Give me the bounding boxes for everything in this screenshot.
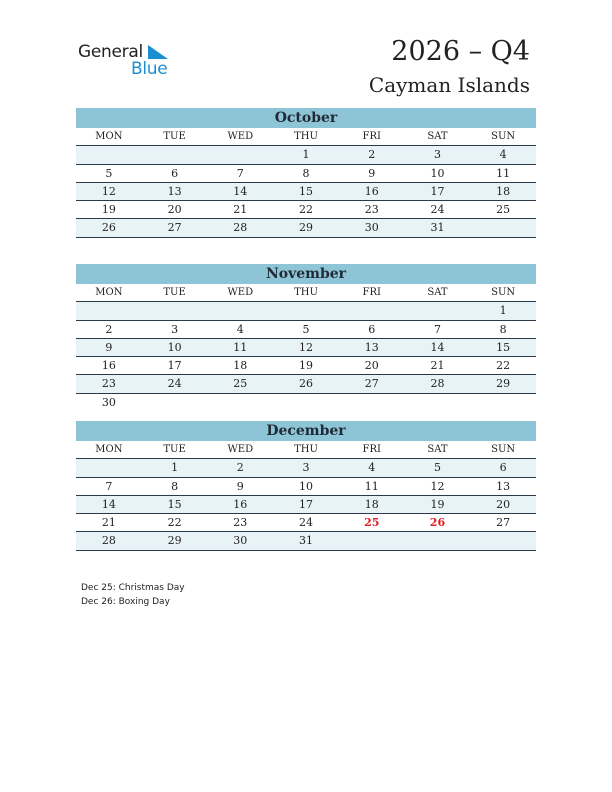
day-cell: 13 [496, 479, 511, 493]
day-cell: 20 [496, 497, 511, 511]
month-name: November [76, 264, 536, 284]
weekday-label: SUN [491, 444, 516, 455]
day-cell: 28 [233, 221, 248, 235]
week-row [76, 302, 536, 320]
week-row [76, 321, 536, 339]
day-cell: 14 [101, 497, 116, 511]
day-cell: 19 [299, 359, 314, 373]
day-cell: 7 [433, 322, 441, 336]
day-cell: 15 [496, 340, 511, 354]
day-cell: 21 [430, 359, 445, 373]
day-cell [207, 302, 273, 319]
day-cell: 9 [105, 340, 113, 354]
week-row [76, 219, 536, 237]
weekday-label: TUE [163, 444, 186, 455]
day-cell: 17 [299, 497, 314, 511]
day-cell: 2 [368, 148, 376, 162]
day-cell: 12 [299, 340, 314, 354]
day-cell: 3 [433, 148, 441, 162]
day-cell: 7 [105, 479, 113, 493]
weekday-label: SAT [427, 444, 448, 455]
day-cell: 8 [302, 166, 310, 180]
month-calendar-november [76, 264, 536, 411]
weekday-header-row [76, 128, 536, 146]
day-cell: 28 [430, 377, 445, 391]
day-cell: 11 [364, 479, 379, 493]
day-cell: 16 [233, 497, 248, 511]
weekday-label: MON [95, 444, 123, 455]
page-title: 2026 – Q4 [391, 36, 530, 67]
day-cell: 19 [101, 203, 116, 217]
day-cell: 8 [171, 479, 179, 493]
day-cell: 23 [364, 203, 379, 217]
day-cell [339, 532, 405, 549]
day-cell: 3 [171, 322, 179, 336]
day-cell [339, 394, 405, 411]
day-cell: 8 [499, 322, 507, 336]
week-row [76, 201, 536, 219]
day-cell: 4 [499, 148, 507, 162]
day-cell: 13 [364, 340, 379, 354]
weekday-header-row [76, 284, 536, 302]
day-cell: 15 [299, 184, 314, 198]
day-cell: 20 [364, 359, 379, 373]
day-cell: 5 [105, 166, 113, 180]
day-cell [207, 146, 273, 163]
weekday-label: FRI [362, 287, 381, 298]
day-cell: 30 [101, 395, 116, 409]
day-cell: 26 [299, 377, 314, 391]
day-cell [273, 302, 339, 319]
day-cell: 28 [101, 534, 116, 548]
week-row [76, 339, 536, 357]
day-cell [405, 532, 471, 549]
day-cell: 27 [496, 516, 511, 530]
day-cell [207, 394, 273, 411]
day-cell: 20 [167, 203, 182, 217]
day-cell: 24 [167, 377, 182, 391]
weekday-label: SAT [427, 131, 448, 142]
day-cell: 10 [430, 166, 445, 180]
day-cell [470, 394, 536, 411]
weekday-label: WED [227, 444, 254, 455]
day-cell: 4 [236, 322, 244, 336]
week-row [76, 459, 536, 477]
weekday-label: MON [95, 131, 123, 142]
weekday-label: TUE [163, 287, 186, 298]
week-row [76, 532, 536, 550]
day-cell: 5 [302, 322, 310, 336]
day-cell: 6 [368, 322, 376, 336]
day-cell: 12 [430, 479, 445, 493]
day-cell: 16 [364, 184, 379, 198]
day-cell: 5 [433, 461, 441, 475]
week-row [76, 146, 536, 164]
day-cell: 2 [105, 322, 113, 336]
month-calendar-october [76, 108, 536, 238]
day-cell: 17 [430, 184, 445, 198]
weekday-label: THU [294, 444, 318, 455]
day-cell: 10 [299, 479, 314, 493]
day-cell: 7 [236, 166, 244, 180]
holiday-note: Dec 26: Boxing Day [81, 596, 170, 607]
day-cell: 31 [430, 221, 445, 235]
day-cell: 25 [496, 203, 511, 217]
weekday-label: WED [227, 131, 254, 142]
day-cell [470, 532, 536, 549]
day-cell: 24 [430, 203, 445, 217]
day-cell: 22 [167, 516, 182, 530]
day-cell: 9 [368, 166, 376, 180]
day-cell: 31 [299, 534, 314, 548]
day-cell: 19 [430, 497, 445, 511]
day-cell: 3 [302, 461, 310, 475]
day-cell: 24 [299, 516, 314, 530]
day-cell: 1 [302, 148, 310, 162]
day-cell: 12 [101, 184, 116, 198]
day-cell: 30 [364, 221, 379, 235]
holiday-note: Dec 25: Christmas Day [81, 583, 185, 593]
day-cell: 2 [236, 461, 244, 475]
day-cell: 1 [499, 304, 507, 318]
day-cell: 16 [101, 359, 116, 373]
brand-word-blue: Blue [131, 59, 168, 79]
day-cell: 11 [233, 340, 248, 354]
day-cell: 26 [101, 221, 116, 235]
day-cell: 26 [429, 516, 446, 530]
weekday-label: THU [294, 287, 318, 298]
month-calendar-december [76, 421, 536, 551]
day-cell: 29 [167, 534, 182, 548]
day-cell: 18 [364, 497, 379, 511]
week-row [76, 357, 536, 375]
day-cell: 27 [364, 377, 379, 391]
month-name: December [76, 421, 536, 441]
day-cell [470, 219, 536, 236]
week-row [76, 375, 536, 393]
day-cell: 11 [496, 166, 511, 180]
day-cell [339, 302, 405, 319]
day-cell: 21 [233, 203, 248, 217]
day-cell [76, 459, 142, 476]
weekday-label: TUE [163, 131, 186, 142]
day-cell: 25 [233, 377, 248, 391]
day-cell: 30 [233, 534, 248, 548]
weekday-label: MON [95, 287, 123, 298]
week-row [76, 165, 536, 183]
day-cell: 4 [368, 461, 376, 475]
weekday-label: SUN [491, 287, 516, 298]
weekday-label: FRI [362, 444, 381, 455]
weekday-label: FRI [362, 131, 381, 142]
day-cell: 17 [167, 359, 182, 373]
day-cell: 27 [167, 221, 182, 235]
day-cell: 13 [167, 184, 182, 198]
day-cell: 21 [101, 516, 116, 530]
day-cell [76, 146, 142, 163]
brand-word-general: General [78, 42, 143, 62]
day-cell: 29 [299, 221, 314, 235]
day-cell: 10 [167, 340, 182, 354]
day-cell: 22 [299, 203, 314, 217]
weekday-label: SAT [427, 287, 448, 298]
day-cell [142, 302, 208, 319]
day-cell: 14 [430, 340, 445, 354]
day-cell [76, 302, 142, 319]
day-cell: 29 [496, 377, 511, 391]
brand-logo [78, 42, 178, 78]
day-cell: 15 [167, 497, 182, 511]
week-row [76, 394, 536, 411]
week-row [76, 514, 536, 532]
weekday-label: THU [294, 131, 318, 142]
day-cell [142, 146, 208, 163]
holiday-notes [81, 582, 185, 609]
page-subtitle: Cayman Islands [368, 73, 530, 97]
day-cell: 23 [101, 377, 116, 391]
day-cell: 6 [499, 461, 507, 475]
day-cell: 22 [496, 359, 511, 373]
week-row [76, 478, 536, 496]
weekday-label: SUN [491, 131, 516, 142]
weekday-header-row [76, 441, 536, 459]
day-cell: 23 [233, 516, 248, 530]
day-cell: 14 [233, 184, 248, 198]
weekday-label: WED [227, 287, 254, 298]
brand-triangle-icon [148, 45, 168, 59]
day-cell: 6 [171, 166, 179, 180]
day-cell: 18 [496, 184, 511, 198]
day-cell: 1 [171, 461, 179, 475]
day-cell: 25 [364, 516, 380, 530]
month-name: October [76, 108, 536, 128]
day-cell: 18 [233, 359, 248, 373]
week-row [76, 183, 536, 201]
day-cell [405, 394, 471, 411]
day-cell [142, 394, 208, 411]
week-row [76, 496, 536, 514]
day-cell [405, 302, 471, 319]
day-cell: 9 [236, 479, 244, 493]
day-cell [273, 394, 339, 411]
